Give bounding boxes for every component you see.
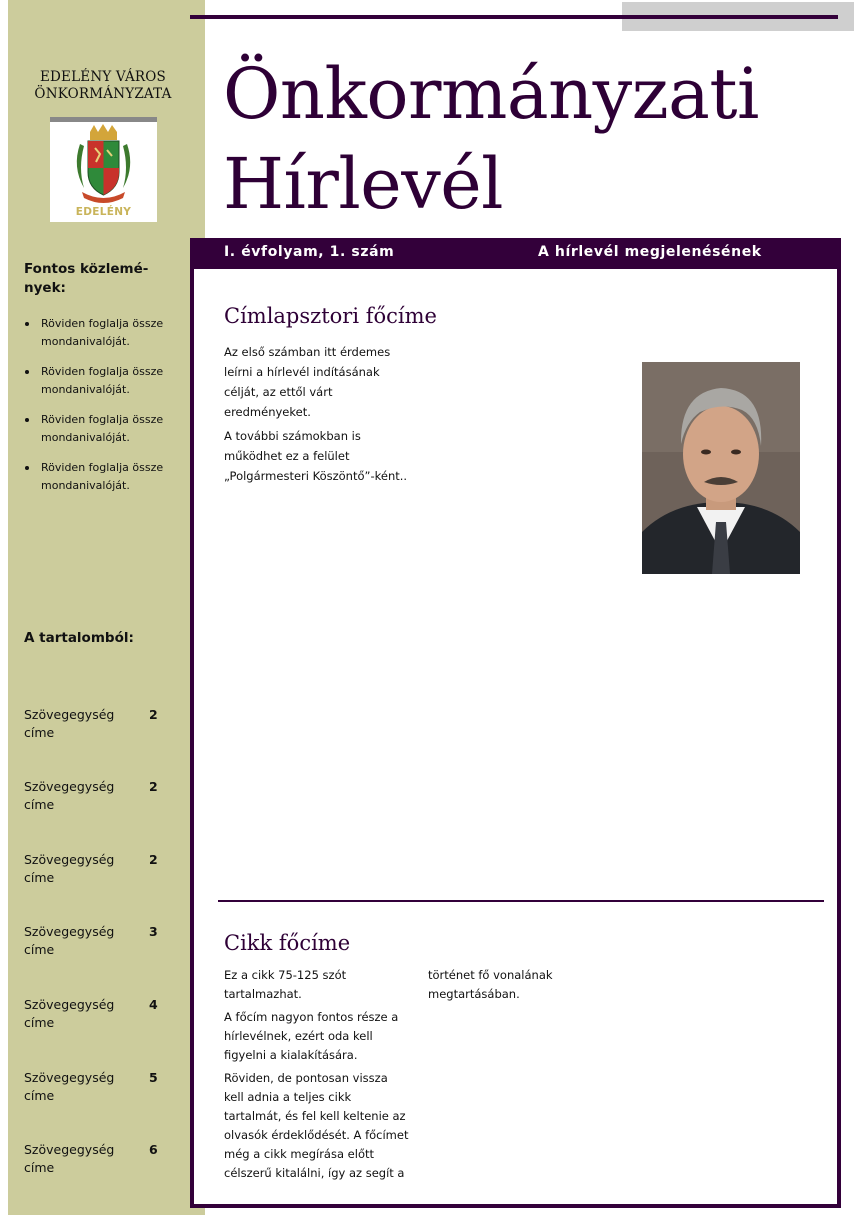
org-name-line1: EDELÉNY VÁROS: [39, 69, 167, 85]
paragraph: Röviden, de pontosan vissza kell adnia a teljes cikk tartalmát, és fel kell keltenie az olvasók érdeklődését. A főcímet még a cikk megírása előtt célszerű kitalálni, így az segít a: [224, 1071, 409, 1180]
toc-entry-page: 3: [149, 924, 158, 939]
article-column-2: [428, 966, 613, 1008]
toc-entry-page: 6: [149, 1142, 158, 1157]
toc-entry-title: Szövegegység címe: [24, 997, 115, 1030]
masthead-line1: Önkormányzati: [223, 53, 759, 135]
toc-entry-page: 4: [149, 997, 158, 1012]
section-divider: [218, 900, 824, 902]
coat-of-arms-logo: [50, 117, 157, 222]
masthead-title: [223, 49, 823, 229]
org-name-line2: ÖNKORMÁNYZATA: [34, 86, 172, 102]
toc-entry-page: 2: [149, 707, 158, 722]
paragraph: történet fő vonalának megtartásában.: [428, 968, 553, 1001]
toc-entry-title: Szövegegység címe: [24, 852, 115, 885]
portrait-image: [642, 362, 800, 574]
mayor-photo: [642, 362, 800, 574]
list-item: Röviden foglalja össze mondanivalóját.: [24, 459, 174, 495]
crest-caption: EDELÉNY: [75, 206, 132, 218]
issue-number: I. évfolyam, 1. szám: [224, 244, 395, 260]
org-name: [20, 69, 186, 103]
header-rule: [190, 15, 838, 19]
toc-entry-title: Szövegegység címe: [24, 779, 115, 812]
issue-bar: [190, 238, 841, 269]
paragraph: A főcím nagyon fontos része a hírlevélnek, ezért oda kell figyelni a kialakítására.: [224, 1010, 399, 1062]
coat-of-arms-icon: [50, 122, 157, 212]
paragraph: Az első számban itt érdemes leírni a hírlevél indításának célját, az ettől várt eredményeket.: [224, 345, 391, 419]
toc-entry-page: 5: [149, 1070, 158, 1085]
lead-article-body: [224, 342, 409, 490]
paragraph: Ez a cikk 75-125 szót tartalmazhat.: [224, 968, 347, 1001]
toc-entry-page: 2: [149, 852, 158, 867]
toc-entry-title: Szövegegység címe: [24, 1070, 115, 1103]
article-column-1: [224, 966, 409, 1187]
article-headline: Cikk főcíme: [224, 931, 351, 955]
list-item: Röviden foglalja össze mondanivalóját.: [24, 363, 174, 399]
lead-headline: Címlapsztori főcíme: [224, 304, 437, 328]
toc-entry-title: Szövegegység címe: [24, 707, 115, 740]
toc-entry-page: 2: [149, 779, 158, 794]
paragraph: A további számokban is működhet ez a felület „Polgármesteri Köszöntő”-ként..: [224, 429, 408, 483]
list-item: Röviden foglalja össze mondanivalóját.: [24, 315, 174, 351]
toc-entry-title: Szövegegység címe: [24, 1142, 115, 1175]
list-item: Röviden foglalja össze mondanivalóját.: [24, 411, 174, 447]
toc-heading: A tartalomból:: [24, 630, 134, 646]
issue-date-label: A hírlevél megjelenésének: [538, 244, 762, 260]
notices-heading: Fontos közlemé-nyek:: [24, 261, 149, 296]
masthead-line2: Hírlevél: [223, 143, 504, 225]
notices-list: [24, 315, 174, 507]
toc-entry-title: Szövegegység címe: [24, 924, 115, 957]
